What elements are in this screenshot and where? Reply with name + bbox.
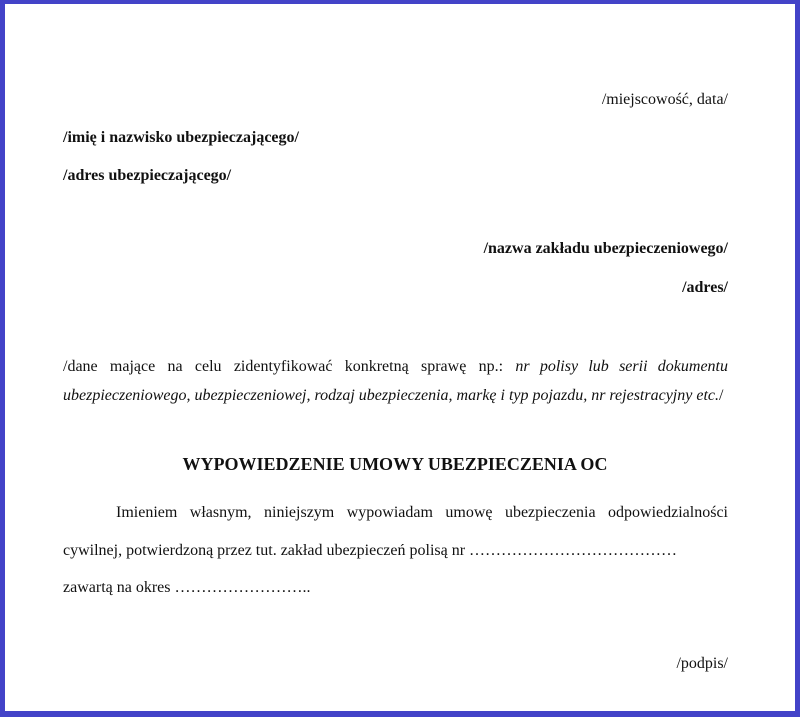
identification-prefix: /dane mające na celu zidentyfikować konkretną sprawę np.:	[63, 358, 516, 375]
termination-statement: Imieniem własnym, niniejszym wypowiadam umowę ubezpieczenia odpowiedzialności cywilnej, potwierdzoną przez tut. zakład ubezpieczeń polisą nr …………………………………	[63, 504, 728, 559]
place-date-field: /miejscowość, data/	[601, 91, 728, 108]
insured-name-field: /imię i nazwisko ubezpieczającego/	[63, 129, 299, 146]
insurer-name-field: /nazwa zakładu ubezpieczeniowego/	[483, 240, 728, 257]
document-title: WYPOWIEDZENIE UMOWY UBEZPIECZENIA OC	[182, 454, 608, 474]
case-identification-field	[63, 352, 728, 410]
signature-field: /podpis/	[676, 655, 728, 672]
identification-examples: nr polisy lub serii dokumentu ubezpieczeniowego, ubezpieczeniowej, rodzaj ubezpieczenia, markę i typ pojazdu, nr rejestracyjny etc.	[63, 358, 728, 404]
contract-term-field: zawartą na okres ……………………..	[63, 579, 311, 596]
insured-address-field: /adres ubezpieczającego/	[63, 167, 232, 184]
insurer-address-field: /adres/	[682, 279, 728, 296]
identification-suffix: /	[719, 387, 724, 404]
